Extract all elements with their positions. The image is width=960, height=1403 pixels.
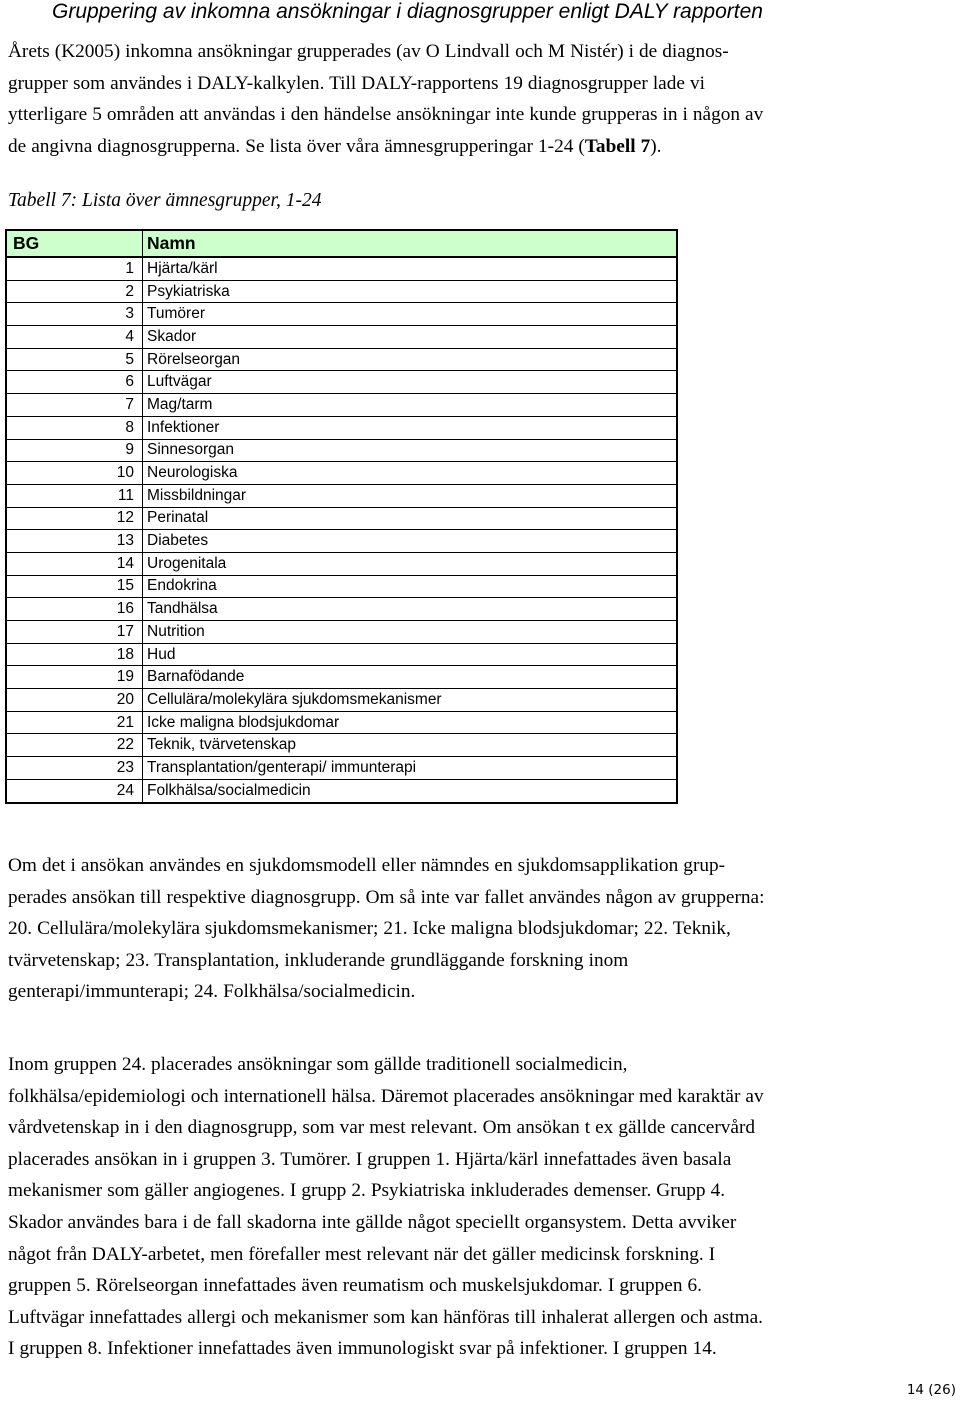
paragraph-line: perades ansökan till respektive diagnosgrupp. Om så inte var fallet användes någon av grupperna: [8, 886, 765, 908]
column-header-bg: BG [6, 230, 143, 257]
group-name-cell: Diabetes [143, 530, 678, 553]
table-row [6, 394, 677, 417]
table-row [6, 303, 677, 326]
paragraph-line: gruppen 5. Rörelseorgan innefattades även reumatism och muskelsjukdomar. I gruppen 6. [8, 1275, 702, 1297]
table-row [6, 598, 677, 621]
group-number-cell: 14 [6, 552, 143, 575]
group-name-cell: Tandhälsa [143, 598, 678, 621]
table-row [6, 280, 677, 303]
group-number-cell: 19 [6, 666, 143, 689]
group-name-cell: Hjärta/kärl [143, 257, 678, 280]
group-name-cell: Hud [143, 643, 678, 666]
group-number-cell: 2 [6, 280, 143, 303]
paragraph-line: folkhälsa/epidemiologi och internationell hälsa. Däremot placerades ansökningar med karaktär av [8, 1085, 764, 1107]
group-name-cell: Neurologiska [143, 462, 678, 485]
paragraph-2 [8, 850, 923, 1008]
group-name-cell: Endokrina [143, 575, 678, 598]
table-row [6, 621, 677, 644]
paragraph-line: tvärvetenskap; 23. Transplantation, inkluderande grundläggande forskning inom [8, 949, 629, 971]
group-name-cell: Skador [143, 326, 678, 349]
intro-text: de angivna diagnosgrupperna. Se lista över våra ämnesgrupperingar 1-24 ( [8, 135, 585, 157]
table-row [6, 757, 677, 780]
paragraph-line: genterapi/immunterapi; 24. Folkhälsa/socialmedicin. [8, 981, 416, 1003]
paragraph-line: mekanismer som gäller angiogenes. I grupp 2. Psykiatriska inkluderades demenser. Grupp 4. [8, 1180, 726, 1202]
table-reference: Tabell 7 [584, 135, 651, 157]
group-number-cell: 8 [6, 416, 143, 439]
group-number-cell: 13 [6, 530, 143, 553]
table-row [6, 416, 677, 439]
paragraph-line: I gruppen 8. Infektioner innefattades även immunologiskt svar på infektioner. I gruppen 14. [8, 1338, 717, 1360]
table-row [6, 462, 677, 485]
paragraph-line: vårdvetenskap in i den diagnosgrupp, som var mest relevant. Om ansökan t ex gällde cancervård [8, 1117, 756, 1139]
group-name-cell: Infektioner [143, 416, 678, 439]
group-name-cell: Transplantation/genterapi/ immunterapi [143, 757, 678, 780]
group-name-cell: Cellulära/molekylära sjukdomsmekanismer [143, 689, 678, 712]
table-row [6, 689, 677, 712]
group-name-cell: Luftvägar [143, 371, 678, 394]
group-number-cell: 21 [6, 711, 143, 734]
group-name-cell: Icke maligna blodsjukdomar [143, 711, 678, 734]
page-heading: Gruppering av inkomna ansökningar i diagnosgrupper enligt DALY rapporten [52, 0, 763, 23]
table-row [6, 643, 677, 666]
table-caption: Tabell 7: Lista över ämnesgrupper, 1-24 [8, 190, 322, 211]
table-row [6, 348, 677, 371]
group-number-cell: 9 [6, 439, 143, 462]
group-number-cell: 3 [6, 303, 143, 326]
group-number-cell: 4 [6, 326, 143, 349]
group-number-cell: 5 [6, 348, 143, 371]
group-number-cell: 24 [6, 779, 143, 802]
group-number-cell: 20 [6, 689, 143, 712]
subject-group-table [5, 229, 678, 804]
table-row [6, 530, 677, 553]
intro-line: grupper som användes i DALY-kalkylen. Till DALY-rapportens 19 diagnosgrupper lade vi [8, 72, 705, 94]
intro-line [8, 131, 923, 163]
intro-paragraph [8, 36, 923, 162]
group-number-cell: 23 [6, 757, 143, 780]
table-row [6, 326, 677, 349]
table-row [6, 507, 677, 530]
group-name-cell: Barnafödande [143, 666, 678, 689]
paragraph-line: Inom gruppen 24. placerades ansökningar som gällde traditionell socialmedicin, [8, 1054, 628, 1075]
paragraph-3 [8, 1049, 923, 1365]
paragraph-line: placerades ansökan in i gruppen 3. Tumörer. I gruppen 1. Hjärta/kärl innefattades även basala [8, 1148, 732, 1170]
page-number: 14 (26) [906, 1382, 956, 1398]
group-name-cell: Tumörer [143, 303, 678, 326]
group-name-cell: Sinnesorgan [143, 439, 678, 462]
group-number-cell: 22 [6, 734, 143, 757]
paragraph-line: Skador användes bara i de fall skadorna inte gällde något speciellt organsystem. Detta avviker [8, 1211, 737, 1233]
group-name-cell: Perinatal [143, 507, 678, 530]
column-header-name: Namn [143, 230, 678, 257]
table-row [6, 779, 677, 802]
group-number-cell: 18 [6, 643, 143, 666]
group-number-cell: 6 [6, 371, 143, 394]
paragraph-line: Om det i ansökan användes en sjukdomsmodell eller nämndes en sjukdomsapplikation grup- [8, 855, 726, 876]
group-name-cell: Teknik, tvärvetenskap [143, 734, 678, 757]
group-name-cell: Missbildningar [143, 484, 678, 507]
group-name-cell: Urogenitala [143, 552, 678, 575]
group-number-cell: 15 [6, 575, 143, 598]
intro-line: Årets (K2005) inkomna ansökningar grupperades (av O Lindvall och M Nistér) i de diagnos- [8, 41, 729, 62]
table-header-row [6, 230, 677, 257]
group-number-cell: 10 [6, 462, 143, 485]
group-number-cell: 11 [6, 484, 143, 507]
table-row [6, 666, 677, 689]
table-row [6, 484, 677, 507]
intro-line: ytterligare 5 områden att användas i den händelse ansökningar inte kunde grupperas in i någon av [8, 104, 764, 126]
paragraph-line: 20. Cellulära/molekylära sjukdomsmekanismer; 21. Icke maligna blodsjukdomar; 22. Teknik, [8, 918, 731, 940]
group-name-cell: Psykiatriska [143, 280, 678, 303]
table-row [6, 439, 677, 462]
table-body [6, 257, 677, 803]
table-row [6, 711, 677, 734]
intro-text: ). [650, 135, 662, 157]
group-number-cell: 16 [6, 598, 143, 621]
table-row [6, 371, 677, 394]
group-number-cell: 17 [6, 621, 143, 644]
group-number-cell: 12 [6, 507, 143, 530]
paragraph-line: något från DALY-arbetet, men förefaller mest relevant när det gäller medicinsk forskning. I [8, 1243, 716, 1265]
table-row [6, 257, 677, 280]
table-row [6, 552, 677, 575]
group-name-cell: Folkhälsa/socialmedicin [143, 779, 678, 802]
table-row [6, 734, 677, 757]
paragraph-line: Luftvägar innefattades allergi och mekanismer som kan hänföras till inhalerat allergen och astma. [8, 1306, 763, 1328]
group-name-cell: Rörelseorgan [143, 348, 678, 371]
group-name-cell: Nutrition [143, 621, 678, 644]
group-number-cell: 7 [6, 394, 143, 417]
group-number-cell: 1 [6, 257, 143, 280]
table-row [6, 575, 677, 598]
group-name-cell: Mag/tarm [143, 394, 678, 417]
